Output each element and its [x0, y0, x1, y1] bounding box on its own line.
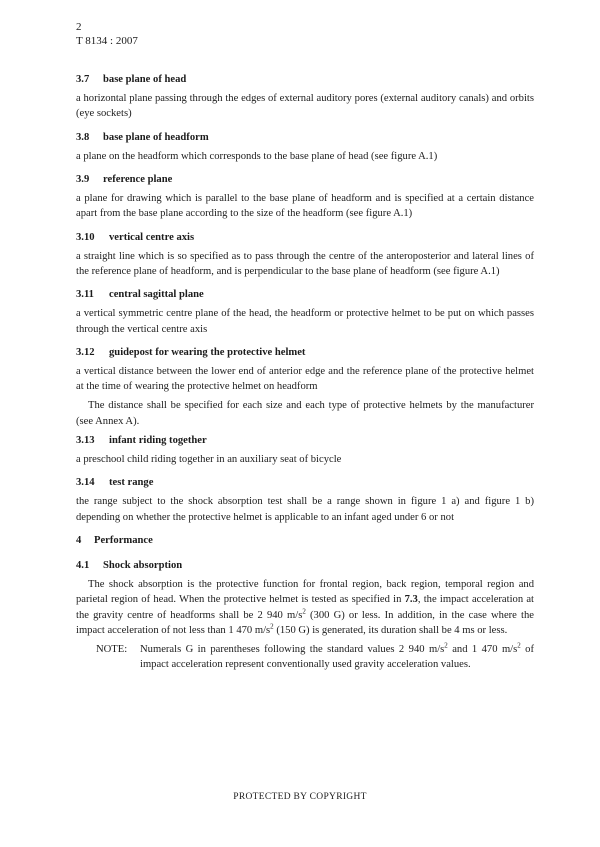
section-title: reference plane: [103, 174, 173, 186]
definition-text: a vertical symmetric centre plane of the head, the headform or protective helmet to be put on which passes through the vertical centre axis: [76, 308, 534, 335]
section-3-7: [76, 68, 534, 122]
section-title: base plane of head: [103, 74, 187, 85]
note-label: NOTE:: [96, 644, 128, 656]
section-3-12: [76, 341, 534, 429]
section-title: guidepost for wearing the protective helmet: [109, 346, 306, 358]
section-number: 3.8: [76, 131, 90, 143]
section-number: 3.12: [76, 346, 95, 358]
section-number: 3.10: [76, 231, 95, 243]
section-3-13: [76, 429, 534, 467]
definition-text: the range subject to the shock absorption test shall be a range shown in figure 1 a) and figure 1 b) depending on whether the protective helmet is applicable to an infant aged under 6 or not: [76, 496, 534, 523]
copyright-footer: PROTECTED BY COPYRIGHT: [233, 792, 367, 802]
standard-id: T 8134 : 2007: [76, 35, 138, 47]
note-block: [76, 642, 534, 672]
section-number: 3.13: [76, 434, 95, 446]
section-number: 3.7: [76, 74, 90, 85]
section-number: 3.9: [76, 174, 90, 186]
shock-absorption-paragraph: The shock absorption is the protective function for frontal region, back region, temporal region and parietal region of head. When the protective helmet is tested as specified in 7.3, the impact acceleration at the gravity centre of headforms shall be 2 940 $m/s^2$ (300 G) or less. In addition, in the case where the impact acceleration of not less than 1 470 $m/s^2$ (150 G) is generated, its duration shall be 4 ms or less.: [76, 579, 534, 636]
section-title: vertical centre axis: [109, 231, 195, 243]
section-title: base plane of headform: [103, 131, 209, 143]
section-3-14: [76, 471, 534, 525]
definition-text: a straight line which is so specified as to pass through the centre of the anteroposterior and lateral lines of the reference plane of headform, and is perpendicular to the base plane of headform (see figure A.1): [76, 250, 534, 278]
note-text: Numerals G in parentheses following the standard values 2 940 $m/s^2$ and 1 470 $m/s^2$ of impact acceleration represent conventionally used gravity acceleration values.: [140, 641, 534, 671]
definition-text: a plane on the headform which corresponds to the base plane of head (see figure A.1): [76, 150, 438, 162]
section-title: Shock absorption: [103, 560, 183, 572]
definition-extra-text: The distance shall be specified for each size and each type of protective helmets by the manufacturer (see Annex A).: [76, 400, 534, 427]
section-title: infant riding together: [109, 434, 207, 446]
section-number: 3.11: [76, 289, 94, 301]
section-title: central sagittal plane: [109, 289, 204, 301]
section-3-11: [76, 283, 534, 337]
section-title: test range: [109, 477, 154, 489]
section-number: 4: [76, 534, 82, 546]
section-3-10: [76, 226, 534, 280]
section-3-9: [76, 168, 534, 222]
section-4-1: [76, 554, 534, 672]
section-number: 4.1: [76, 560, 90, 572]
definition-text: a horizontal plane passing through the edges of external auditory pores (external auditory canals) and orbits (eye sockets): [76, 93, 534, 120]
clause-reference: 7.3: [404, 594, 418, 606]
definition-text: a preschool child riding together in an auxiliary seat of bicycle: [76, 454, 342, 466]
definition-text: a vertical distance between the lower end of anterior edge and the reference plane of the protective helmet at the time of wearing the protective helmet on headform: [76, 366, 534, 393]
section-number: 3.14: [76, 477, 95, 489]
section-title: Performance: [94, 534, 153, 546]
section-4: [76, 529, 534, 548]
section-3-8: [76, 126, 534, 164]
page-header: [76, 20, 138, 48]
document-body: [76, 68, 534, 673]
page-number: 2: [76, 21, 82, 33]
definition-text: a plane for drawing which is parallel to the base plane of headform and is specified at a certain distance apart from the base plane according to the size of the headform (see figure A.1): [76, 193, 534, 220]
